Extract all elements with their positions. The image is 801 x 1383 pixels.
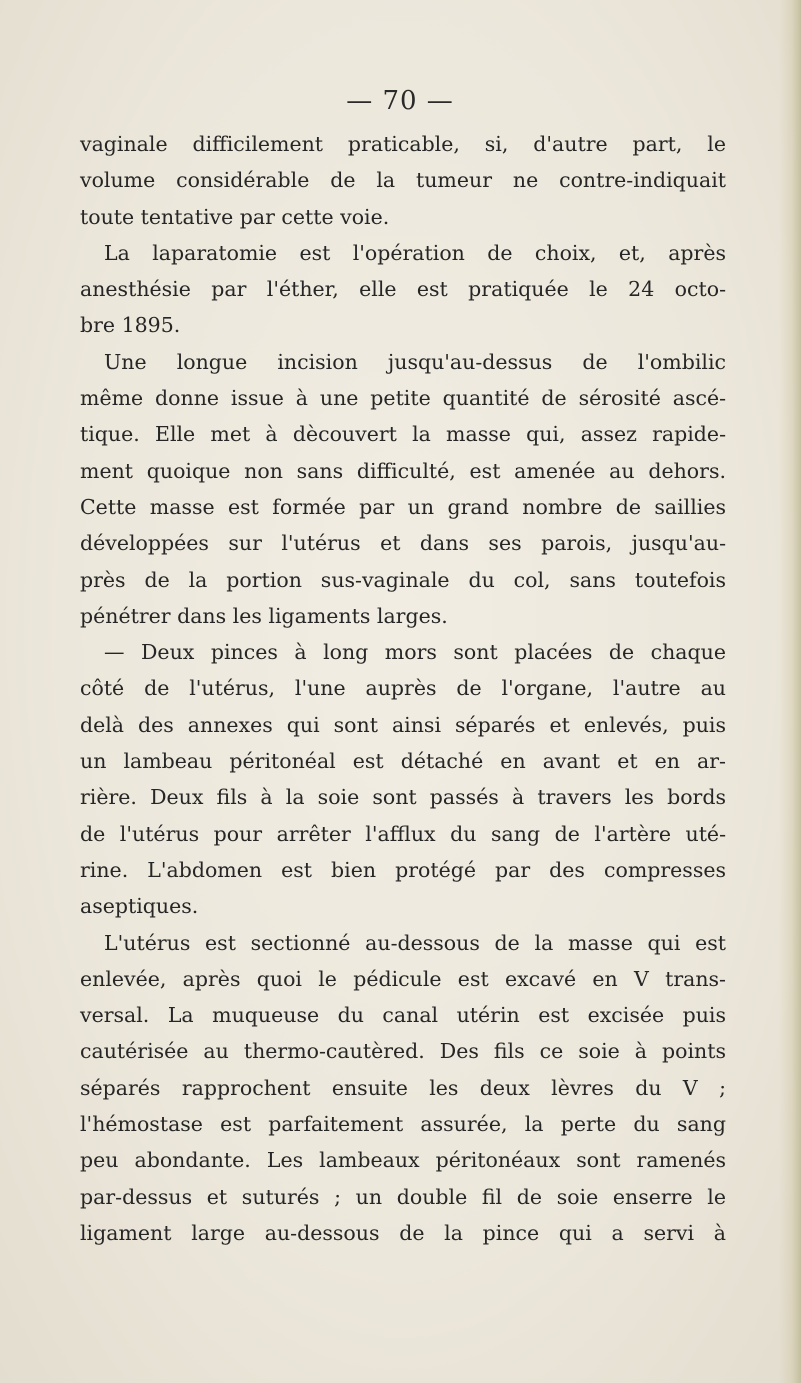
text-line-13: près de la portion sus-vaginale du col, sans toutefois [80, 567, 726, 592]
text-line-29: peu abondante. Les lambeaux péritonéaux sont ramenés [80, 1148, 726, 1173]
page-edge-shadow [779, 0, 801, 1383]
text-line-31: ligament large au-dessous de la pince qui a servi à [80, 1220, 726, 1245]
text-line-11: Cette masse est formée par un grand nombre de saillies [80, 494, 726, 519]
text-line-23: L'utérus est sectionné au-dessous de la masse qui est [104, 930, 726, 955]
text-line-2: volume considérable de la tumeur ne contre-indiquait [80, 168, 726, 193]
text-line-24: enlevée, après quoi le pédicule est excavé en V trans- [80, 966, 726, 991]
text-line-16: côté de l'utérus, l'une auprès de l'organe, l'autre au [80, 676, 726, 701]
text-line-25: versal. La muqueuse du canal utérin est excisée puis [80, 1003, 726, 1028]
text-line-1: vaginale difficilement praticable, si, d'autre part, le [80, 132, 726, 156]
text-line-14: pénétrer dans les ligaments larges. [80, 603, 448, 628]
page-body-text [80, 126, 726, 1251]
text-line-6: bre 1895. [80, 313, 181, 338]
text-line-12: développées sur l'utérus et dans ses parois, jusqu'au- [80, 531, 726, 556]
text-line-17: delà des annexes qui sont ainsi séparés et enlevés, puis [80, 712, 726, 737]
text-line-7: Une longue incision jusqu'au-dessus de l'ombilic [104, 349, 726, 374]
text-line-21: rine. L'abdomen est bien protégé par des compresses [80, 857, 726, 882]
page-number: — 70 — [346, 86, 454, 116]
text-line-27: séparés rapprochent ensuite les deux lèvres du V ; [80, 1075, 726, 1100]
text-line-19: rière. Deux fils à la soie sont passés à travers les bords [80, 785, 726, 810]
text-line-3: toute tentative par cette voie. [80, 204, 390, 229]
text-line-4: La laparatomie est l'opération de choix, et, après [104, 240, 726, 265]
text-line-8: même donne issue à une petite quantité de sérosité ascé- [80, 386, 726, 411]
text-line-9: tique. Elle met à dècouvert la masse qui, assez rapide- [80, 422, 726, 447]
text-line-5: anesthésie par l'éther, elle est pratiquée le 24 octo- [80, 277, 726, 302]
text-line-18: un lambeau péritonéal est détaché en avant et en ar- [80, 749, 726, 774]
text-line-22: aseptiques. [80, 894, 199, 919]
text-line-26: cautérisée au thermo-cautèred. Des fils ce soie à points [80, 1039, 726, 1064]
text-line-20: de l'utérus pour arrêter l'afflux du sang de l'artère uté- [80, 821, 726, 846]
text-line-10: ment quoique non sans difficulté, est amenée au dehors. [80, 458, 726, 483]
text-line-28: l'hémostase est parfaitement assurée, la perte du sang [80, 1112, 726, 1137]
text-line-15: — Deux pinces à long mors sont placées de chaque [104, 640, 726, 665]
text-line-30: par-dessus et suturés ; un double fil de soie enserre le [80, 1184, 726, 1209]
